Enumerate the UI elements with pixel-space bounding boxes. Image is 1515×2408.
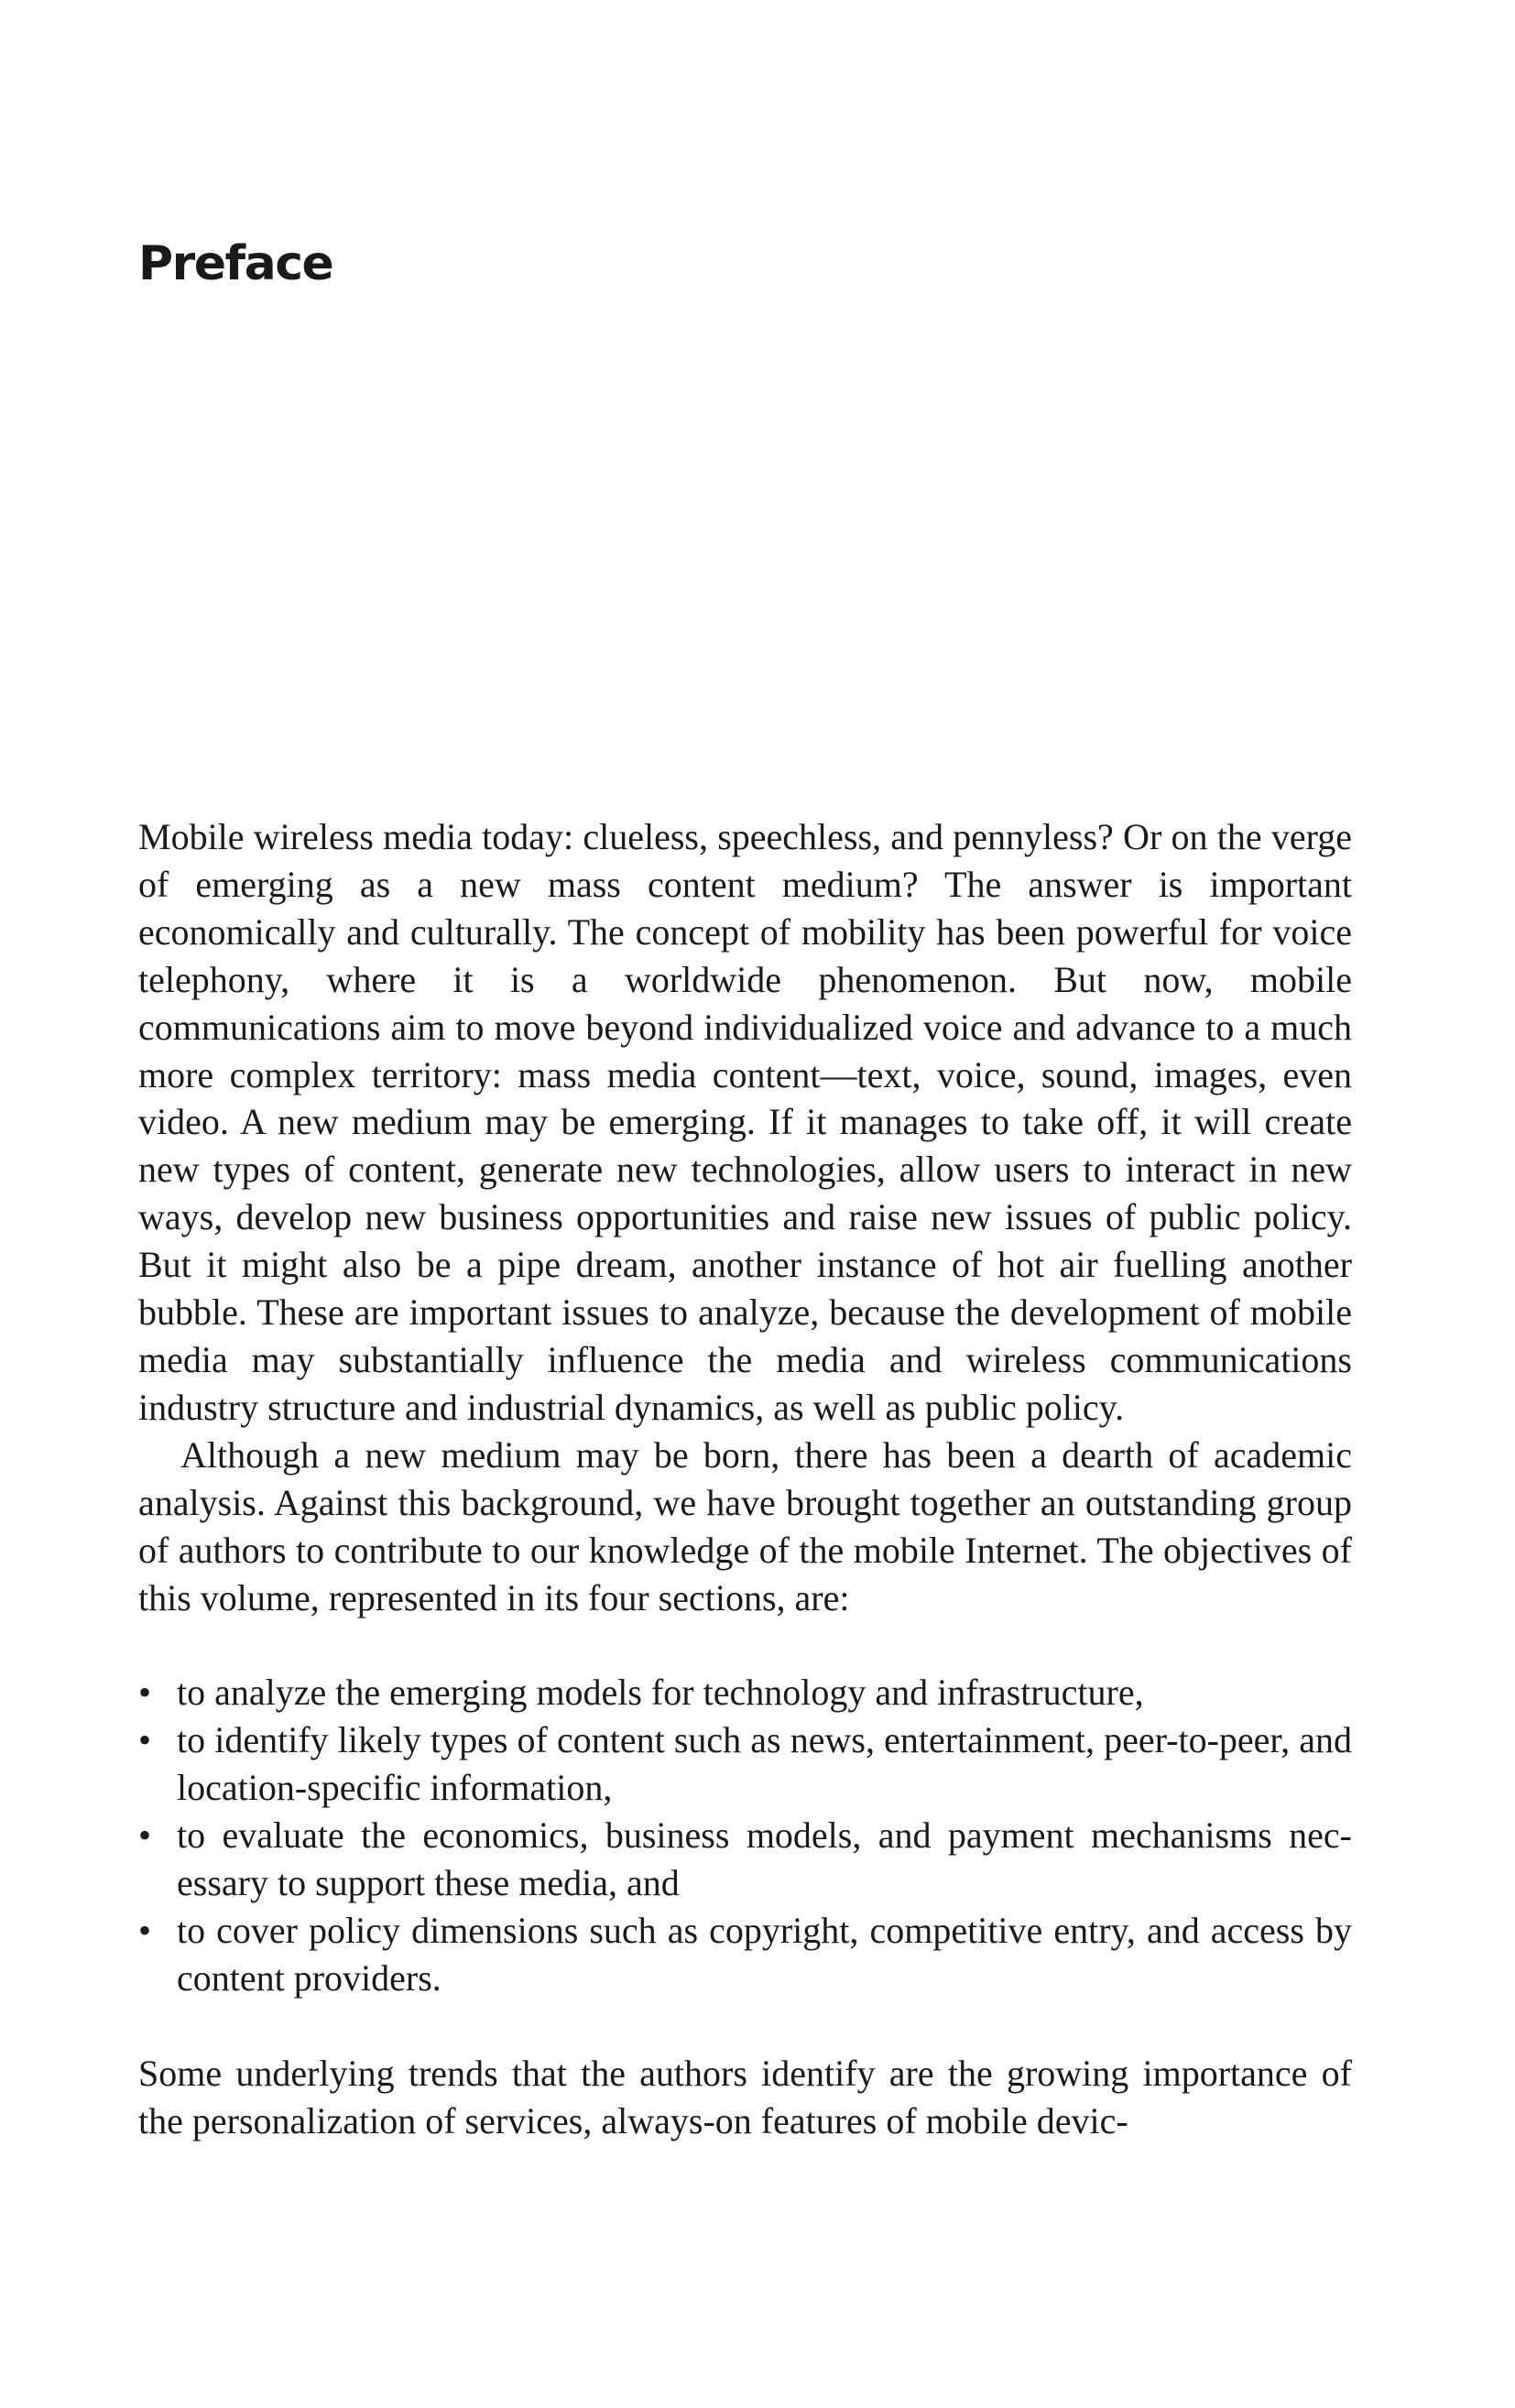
bullet-icon: • xyxy=(138,1719,152,1761)
paragraph-objectives-intro: Although a new medium may be born, there has been a dearth of academic analysis. Against this background, we have brought together an outstanding group of authors to contribute to our knowledge of the mobile Internet. The objectives of this volume, represented in its four sections, are: xyxy=(138,1433,1352,1618)
bullet-icon: • xyxy=(138,1814,152,1857)
paragraph-trends: Some underlying trends that the authors identify are the growing importance of the personalization of services, always-on features of mobile devic- xyxy=(138,2052,1352,2141)
chapter-title: Preface xyxy=(138,236,333,291)
bullet-icon: • xyxy=(138,1909,152,1951)
list-item xyxy=(138,1716,1352,1812)
preface-body xyxy=(138,813,1352,2145)
bullet-icon: • xyxy=(138,1672,152,1714)
list-item-text: to analyze the emerging models for technology and infrastructure, xyxy=(177,1672,1144,1714)
list-item xyxy=(138,1812,1352,1907)
list-item-text: to identify likely types of content such as news, entertainment, peer-to-peer, and location-specific information, xyxy=(177,1719,1352,1809)
list-item xyxy=(138,1907,1352,2002)
objectives-list xyxy=(138,1669,1352,2001)
list-item xyxy=(138,1669,1352,1716)
list-item-text: to cover policy dimensions such as copyright, competitive entry, and access by content providers. xyxy=(177,1909,1352,1999)
list-item-text: to evaluate the economics, business models, and payment mechanisms necessary to support these media, and xyxy=(177,1814,1352,1904)
paragraph-intro: Mobile wireless media today: clueless, speechless, and pennyless? Or on the verge of emerging as a new mass content medium? The answer is important economically and culturally. The concept of mobility has been powerful for voice telephony, where it is a worldwide phenomenon. But now, mobile communications aim to move beyond individualized voice and advance to a much more complex territory: mass media content—text, voice, sound, images, even video. A new medium may be emerging. If it manages to take off, it will create new types of content, generate new technologies, allow users to interact in new ways, develop new business opportunities and raise new issues of public policy. But it might also be a pipe dream, another instance of hot air fuelling another bubble. These are important issues to analyze, because the development of mobile media may substantially influence the media and wireless communications industry structure and industrial dynamics, as well as public policy. xyxy=(138,816,1352,1428)
